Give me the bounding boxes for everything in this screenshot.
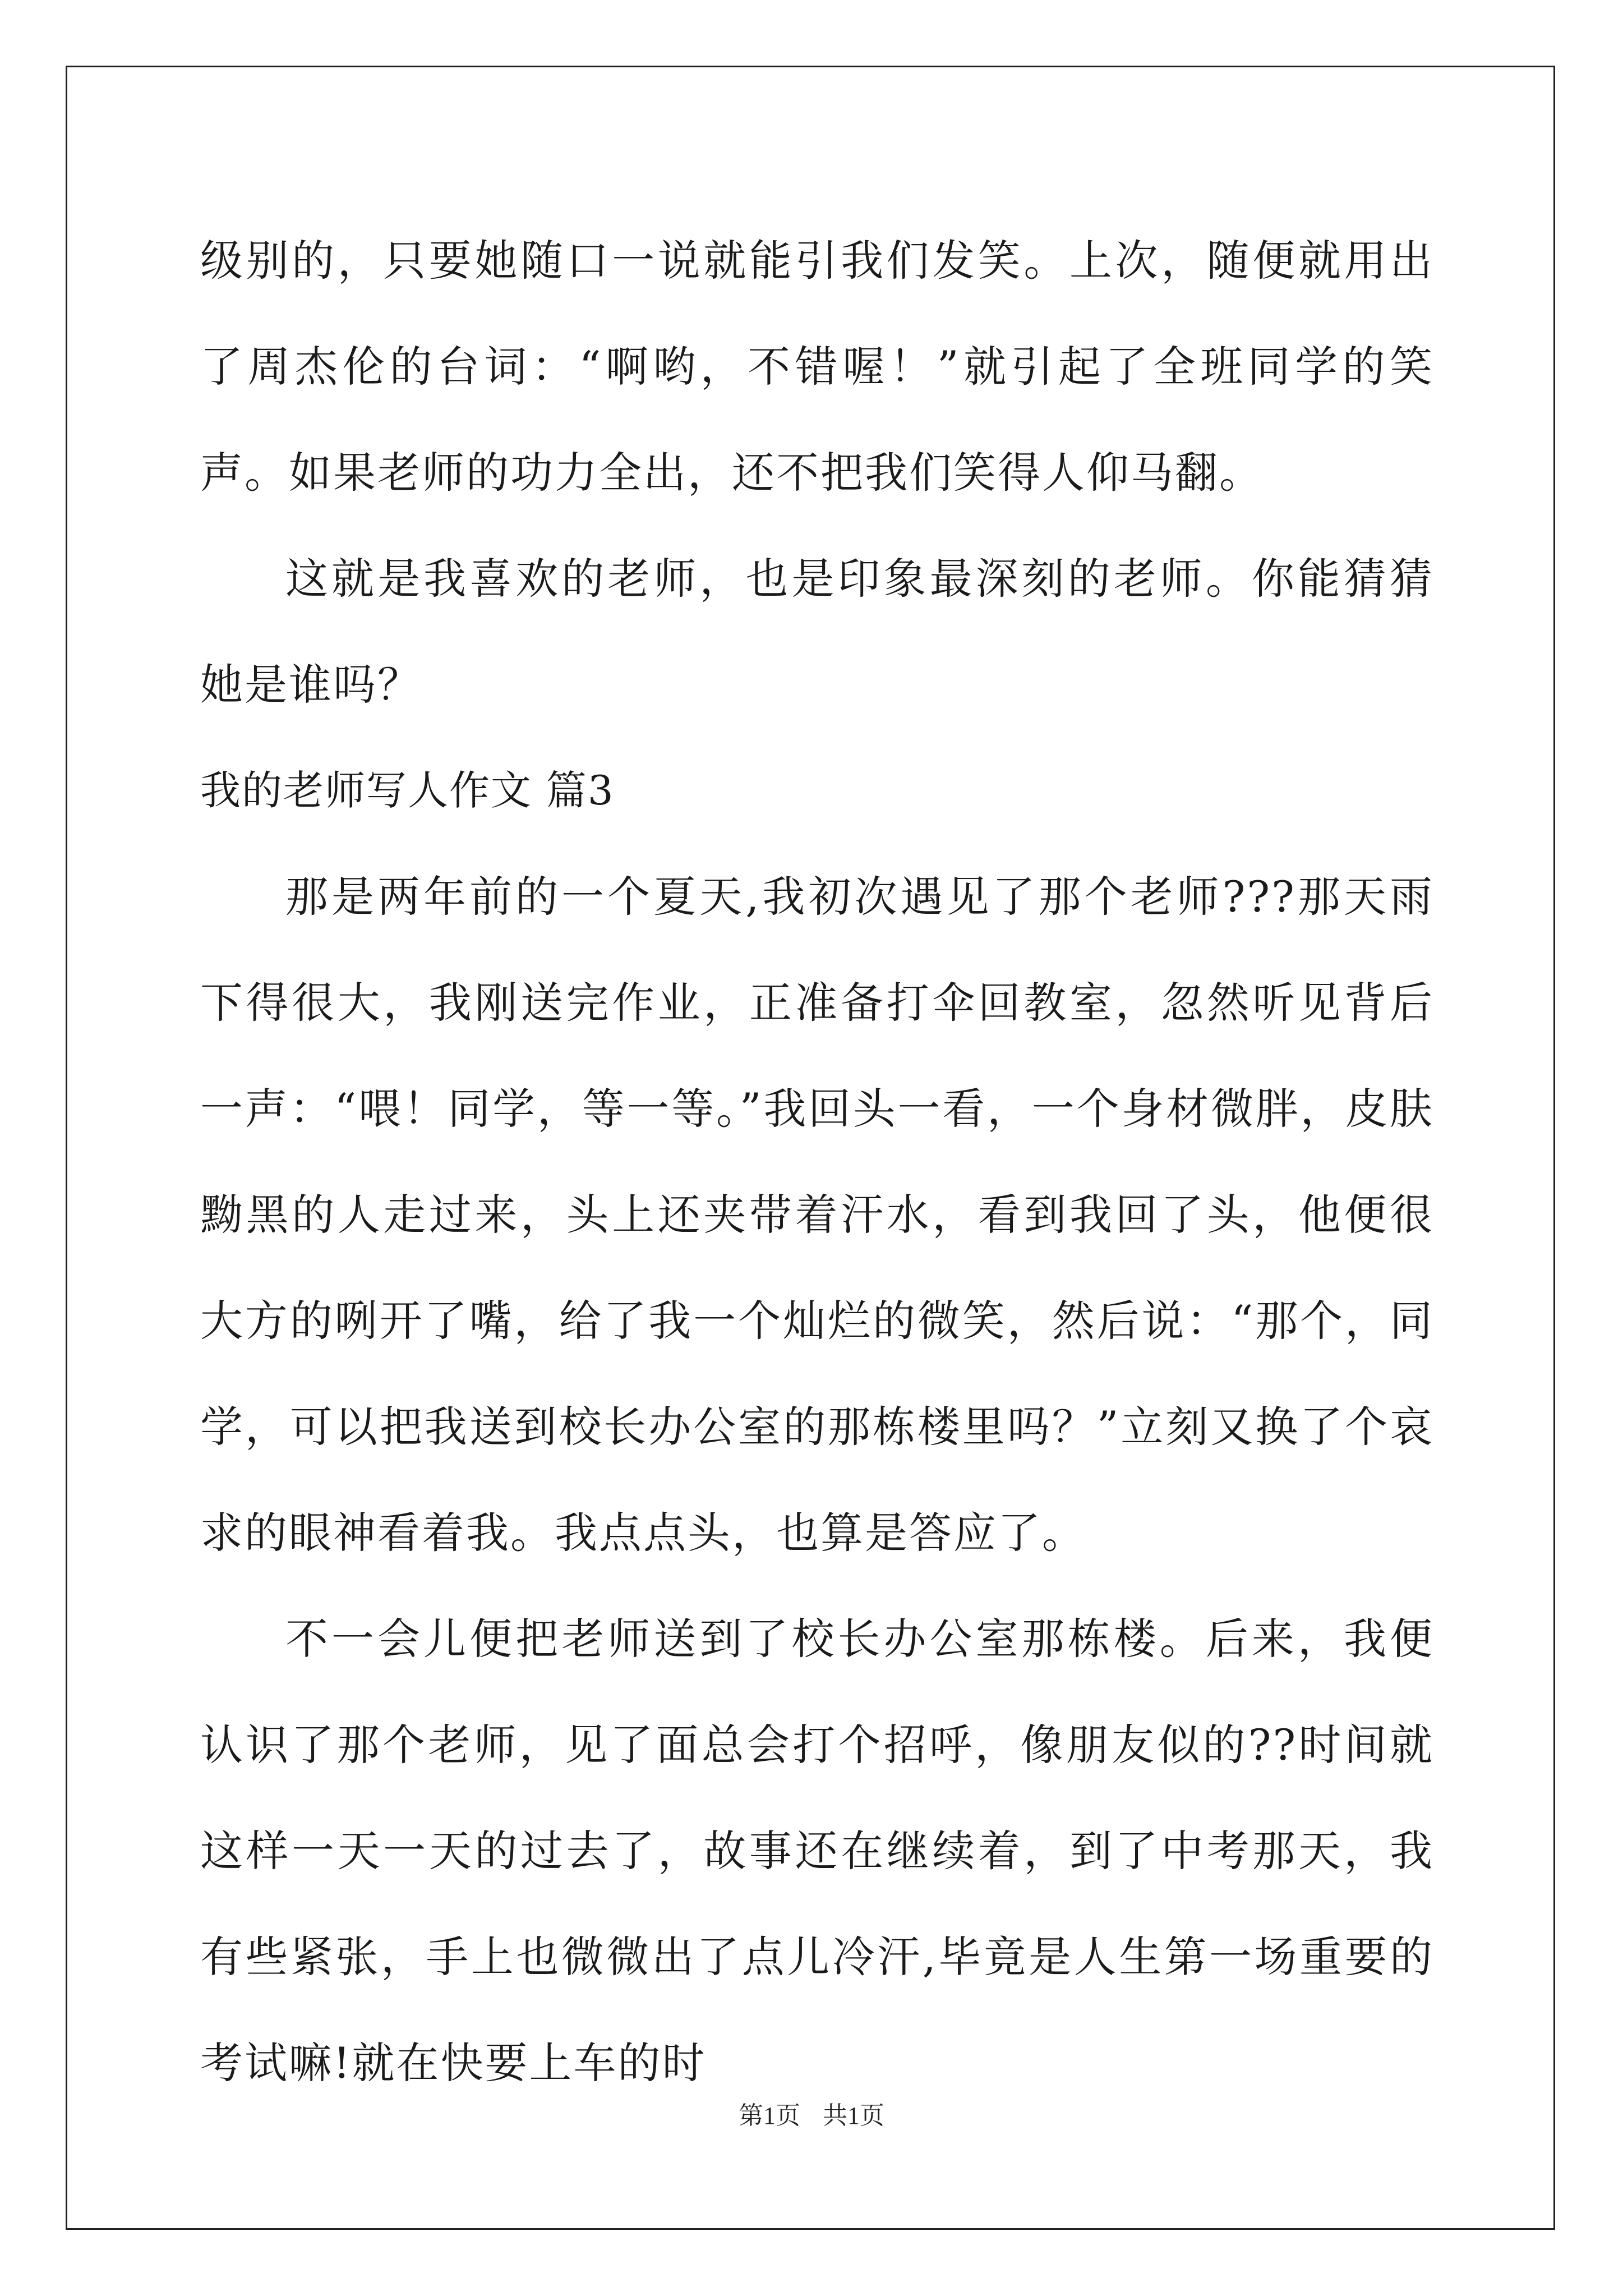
section-paragraph-1: 那是两年前的一个夏天,我初次遇见了那个老师???那天雨下得很大，我刚送完作业，正准备打伞回教室，忽然听见背后一声：“喂！同学，等一等。”我回头一看，一个身材微胖，皮肤黝黑的人走过来，头上还夹带着汗水，看到我回了头，他便很大方的咧开了嘴，给了我一个灿烂的微笑，然后说：“那个，同学，可以把我送到校长办公室的那栋楼里吗？”立刻又换了个哀求的眼神看着我。我点点头，也算是答应了。 — [200, 872, 1434, 1558]
section-paragraph-2: 不一会儿便把老师送到了校长办公室那栋楼。后来，我便认识了那个老师，见了面总会打个招呼，像朋友似的??时间就这样一天一天的过去了，故事还在继续着，到了中考那天，我有些紧张，手上也微微出了点儿冷汗,毕竟是人生第一场重要的考试嘛!就在快要上车的时 — [200, 1614, 1434, 2088]
page-total: 共1页 — [823, 2102, 884, 2129]
paragraph-1: 级别的，只要她随口一说就能引我们发笑。上次，随便就用出了周杰伦的台词：“啊哟，不错喔！”就引起了全班同学的笑声。如果老师的功力全出，还不把我们笑得人仰马翻。 — [200, 236, 1434, 498]
page-number: 第1页 — [739, 2102, 800, 2129]
document-body — [200, 208, 1434, 2116]
page-footer — [0, 2095, 1623, 2131]
paragraph-2: 这就是我喜欢的老师，也是印象最深刻的老师。你能猜猜她是谁吗？ — [200, 554, 1434, 710]
section-title: 我的老师写人作文 篇3 — [200, 767, 615, 814]
